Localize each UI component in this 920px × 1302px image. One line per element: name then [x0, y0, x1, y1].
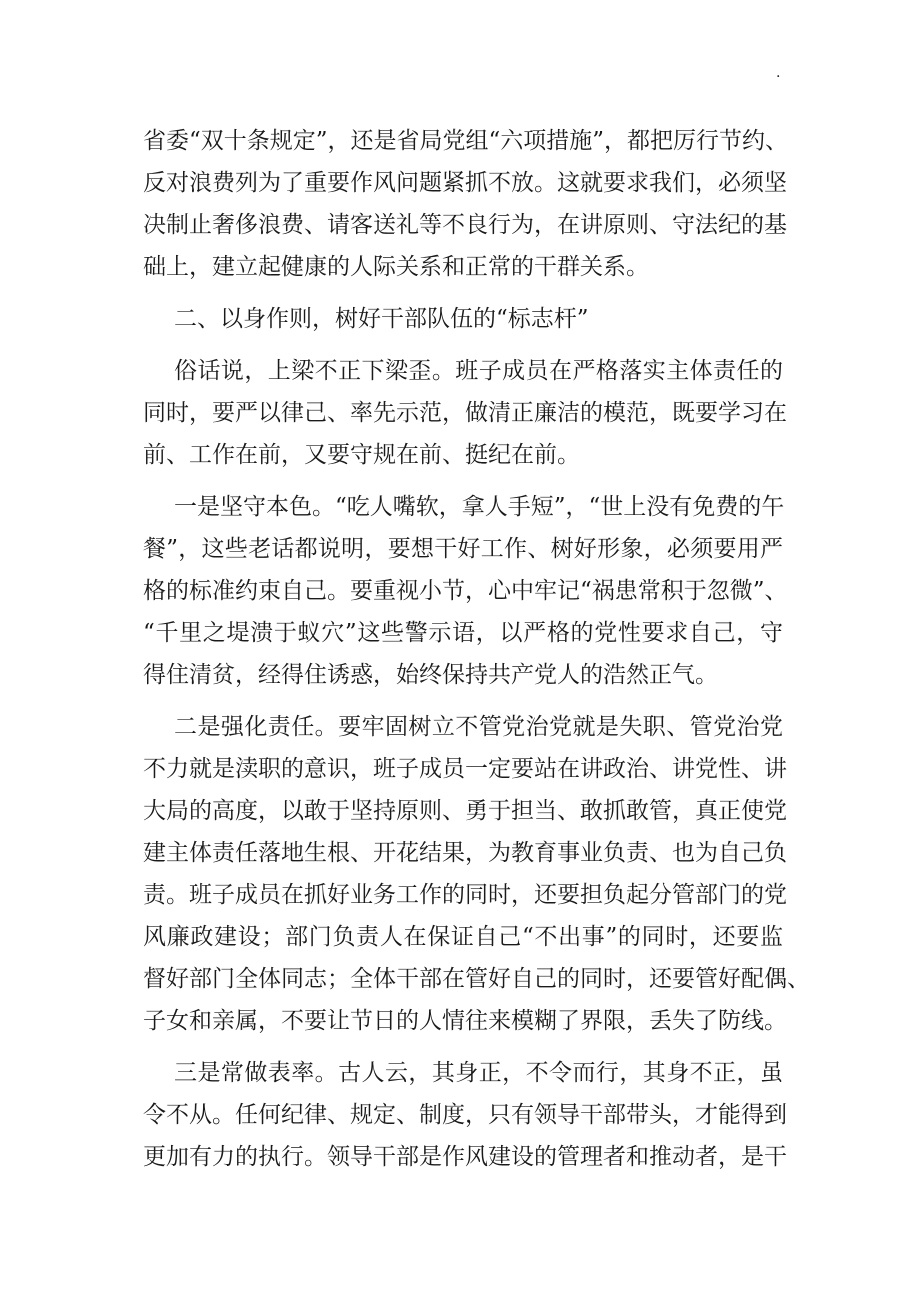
text-line: 建主体责任落地生根、开花结果，为教育事业负责、也为自己负 — [143, 840, 787, 866]
text-line: 反对浪费列为了重要作风问题紧抓不放。这就要求我们，必须坚 — [143, 170, 787, 196]
text-line: 一是坚守本色。“吃人嘴软，拿人手短”，“世上没有免费的午 — [174, 494, 785, 520]
text-line: 二是强化责任。要牢固树立不管党治党就是失职、管党治党 — [174, 714, 783, 740]
corner-mark: . — [776, 65, 781, 81]
text-line: 餐”，这些老话都说明，要想干好工作、树好形象，必须要用严 — [143, 536, 783, 562]
text-line: 更加有力的执行。领导干部是作风建设的管理者和推动者，是干 — [143, 1144, 787, 1170]
text-line: 大局的高度，以敢于坚持原则、勇于担当、敢抓敢管，真正使党 — [143, 798, 787, 824]
section-heading: 二、以身作则，树好干部队伍的“标志杆” — [174, 306, 589, 332]
text-line: 础上，建立起健康的人际关系和正常的干群关系。 — [143, 254, 649, 280]
text-line: 俗话说，上梁不正下梁歪。班子成员在严格落实主体责任的 — [174, 358, 783, 384]
text-line: “千里之堤溃于蚁穴”这些警示语，以严格的党性要求自己，守 — [143, 620, 783, 646]
text-line: 风廉政建设；部门负责人在保证自己“不出事”的同时，还要监 — [143, 924, 783, 950]
text-line: 同时，要严以律己、率先示范，做清正廉洁的模范，既要学习在 — [143, 400, 787, 426]
text-line: 不力就是渎职的意识，班子成员一定要站在讲政治、讲党性、讲 — [143, 756, 787, 782]
text-line: 决制止奢侈浪费、请客送礼等不良行为，在讲原则、守法纪的基 — [143, 212, 787, 238]
text-line: 子女和亲属，不要让节日的人情往来模糊了界限，丢失了防线。 — [143, 1008, 787, 1034]
text-line: 得住清贫，经得住诱惑，始终保持共产党人的浩然正气。 — [143, 662, 718, 688]
text-line: 省委“双十条规定”，还是省局党组“六项措施”，都把厉行节约、 — [143, 128, 789, 154]
text-line: 令不从。任何纪律、规定、制度，只有领导干部带头，才能得到 — [143, 1102, 787, 1128]
text-line: 三是常做表率。古人云，其身正，不令而行，其身不正，虽 — [174, 1060, 783, 1086]
text-line: 前、工作在前，又要守规在前、挺纪在前。 — [143, 442, 580, 468]
text-line: 格的标准约束自己。要重视小节，心中牢记“祸患常积于忽微”、 — [143, 578, 788, 604]
text-line: 督好部门全体同志；全体干部在管好自己的同时，还要管好配偶、 — [143, 966, 810, 992]
text-line: 责。班子成员在抓好业务工作的同时，还要担负起分管部门的党 — [143, 882, 787, 908]
